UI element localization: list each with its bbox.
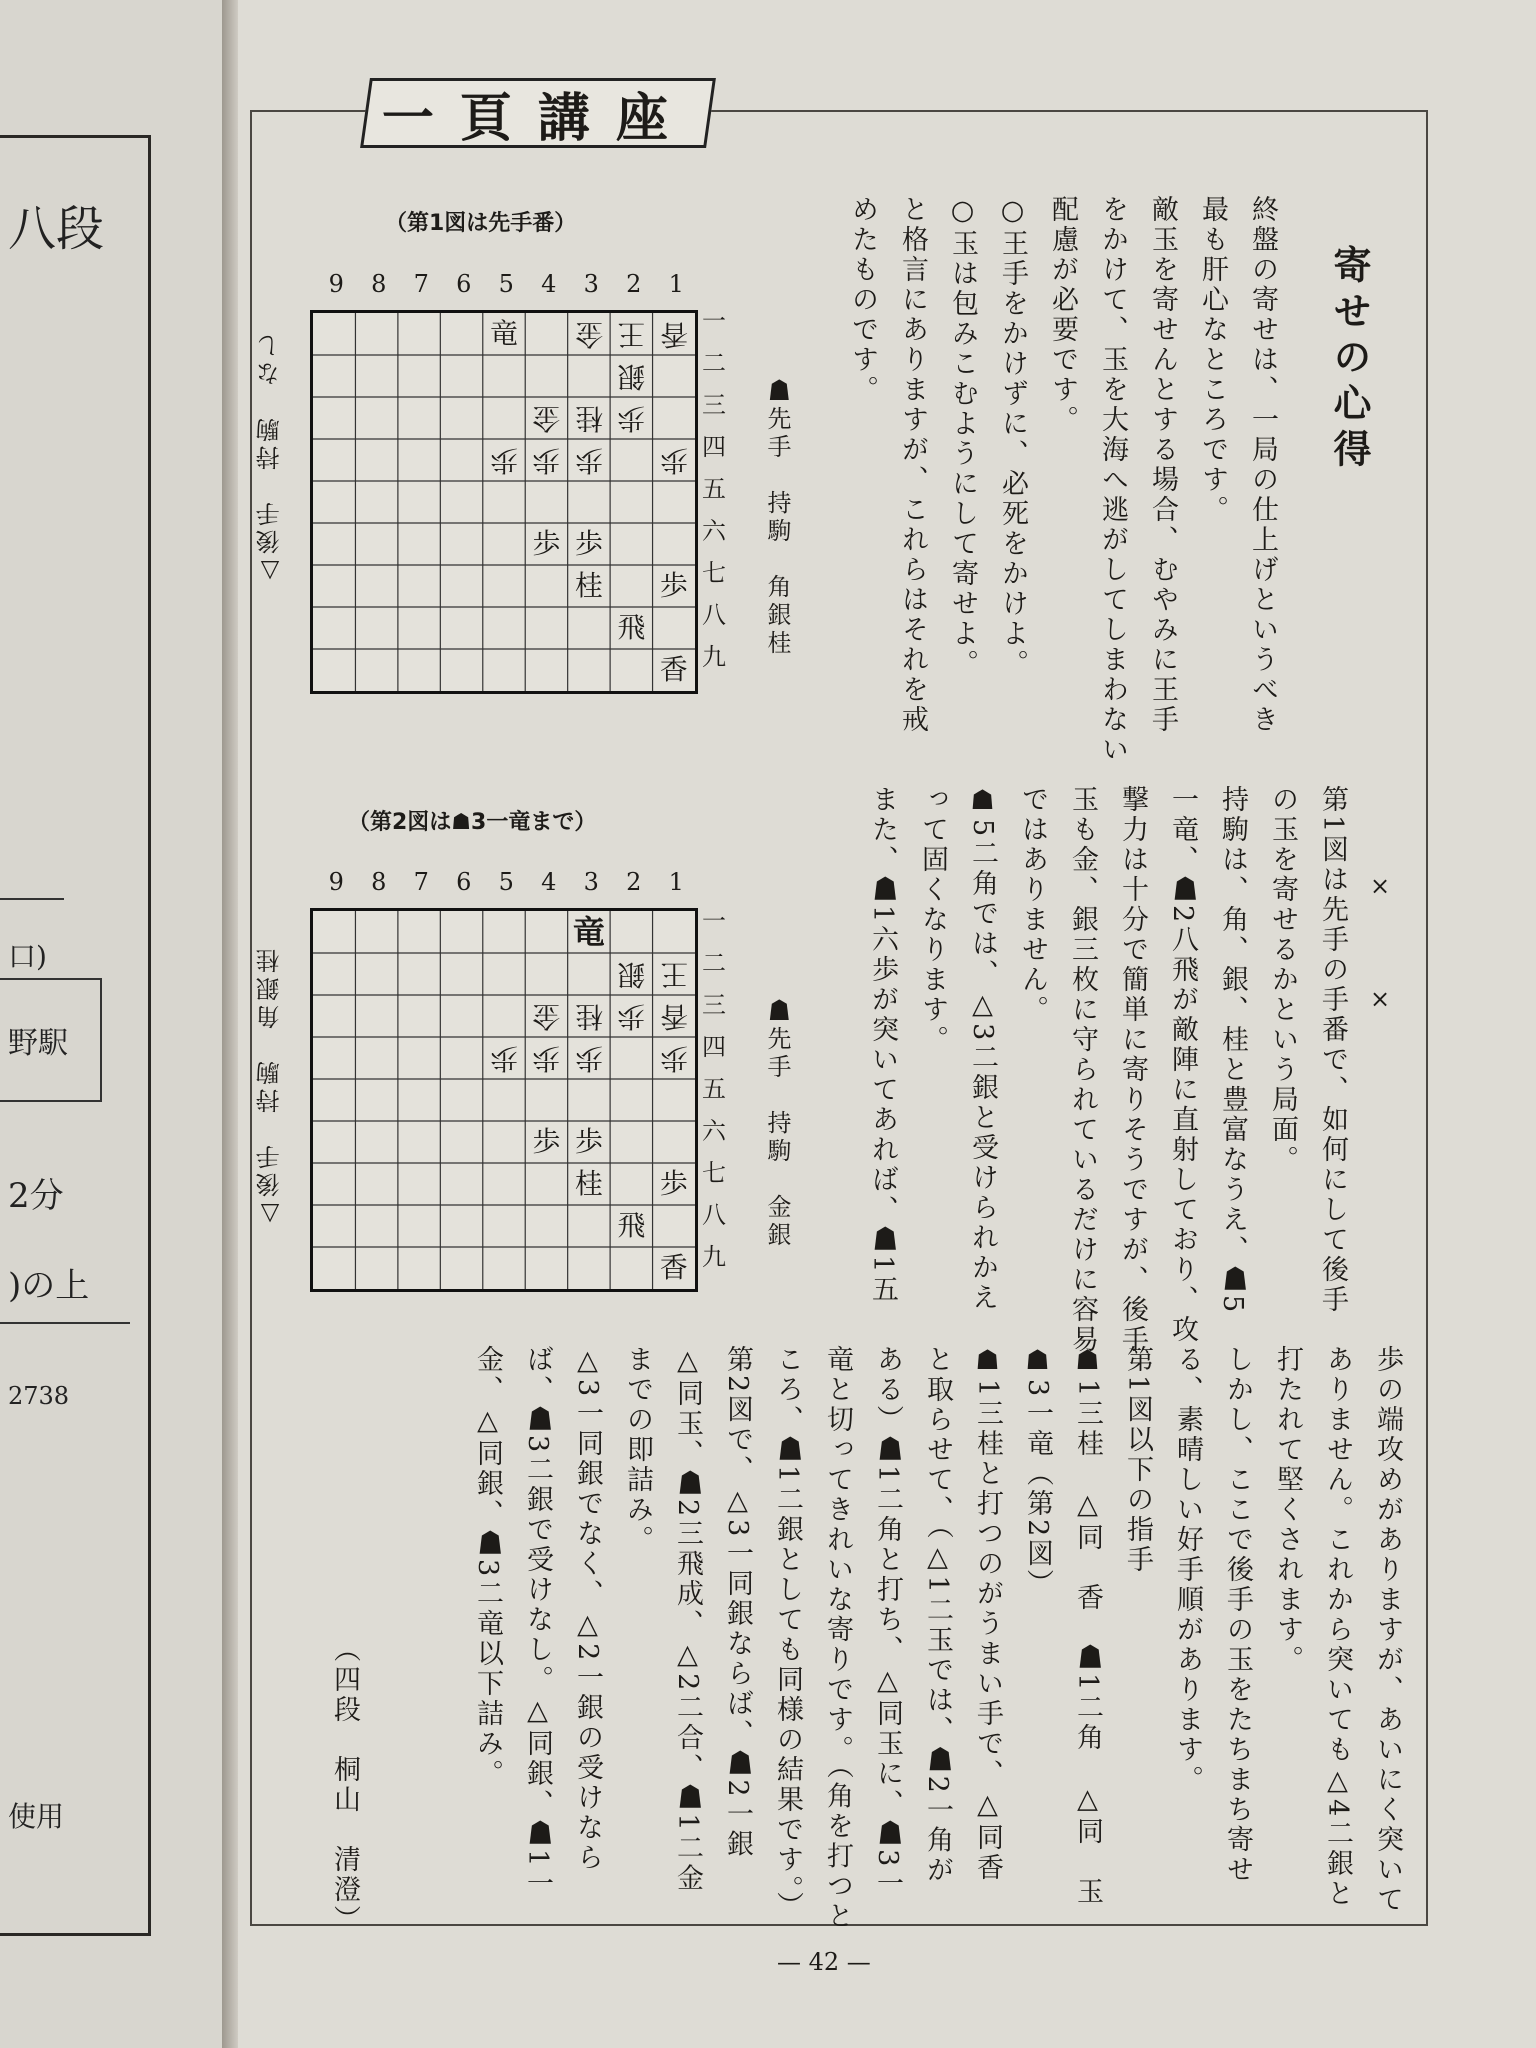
left-page-text: 使用 (8, 1800, 65, 1833)
rank-label: 一 (702, 307, 726, 335)
text-column: 配慮が必要です。 (1047, 195, 1078, 435)
sente-piece: 香 (659, 653, 688, 686)
diagram2-file-labels (315, 868, 698, 896)
article-title: 寄せの心得 (1327, 245, 1371, 475)
file-label: 4 (541, 270, 557, 298)
text-column: 玉も金、銀三枚に守られているだけに容易 (1067, 785, 1098, 1355)
rank-label: 五 (702, 475, 726, 503)
text-column: ☗1三桂 △同 香 ☗1二角 △同 玉 (1072, 1345, 1103, 1908)
text-column: ころ、☗1二銀としても同様の結果です。） (772, 1345, 803, 1922)
text-column: と取らせて、（△1二玉では、☗2一角が (922, 1345, 953, 1886)
text-column: までの即詰み。 (622, 1345, 653, 1555)
sente-piece: 桂 (574, 1167, 603, 1200)
text-column: 金、△同銀、☗3二竜以下詰み。 (472, 1345, 503, 1790)
rank-label: 九 (702, 1243, 726, 1271)
gote-piece: 金 (574, 318, 603, 351)
diagram1-file-labels (315, 270, 698, 298)
rank-label: 七 (702, 1159, 726, 1187)
text-column: ○王手をかけずに、必死をかけよ。 (997, 195, 1028, 679)
left-page-text: 野駅 (8, 1026, 68, 1061)
file-label: 3 (583, 270, 599, 298)
sente-piece: 歩 (659, 1167, 688, 1200)
gote-piece: 歩 (659, 444, 688, 477)
diagram1-rank-labels (702, 300, 726, 678)
text-column: をかけて、玉を大海へ逃がしてしまわない (1097, 195, 1128, 765)
rank-label: 八 (702, 1201, 726, 1229)
separator-mark: × (1370, 985, 1391, 1013)
file-label: 1 (668, 868, 684, 896)
gote-piece: 桂 (574, 1000, 603, 1033)
file-label: 4 (541, 868, 557, 896)
rank-label: 八 (702, 601, 726, 629)
diagram1-gote-hand: △後手 持駒 なし (256, 330, 284, 586)
text-column: 持駒は、角、銀、桂と豊富なうえ、☗5 (1217, 785, 1248, 1316)
gote-piece: 桂 (574, 402, 603, 435)
separator-mark: × (1370, 872, 1391, 900)
gote-piece: 歩 (617, 1000, 646, 1033)
text-column: ☗3一竜（第2図） (1022, 1345, 1053, 1600)
sente-piece: 桂 (574, 569, 603, 602)
gote-piece: 歩 (532, 444, 561, 477)
gote-piece: 歩 (574, 1042, 603, 1075)
left-page-text: 口) (8, 940, 47, 973)
text-column: ☗5二角では、△3二銀と受けられかえ (967, 785, 998, 1314)
diagram2-rank-labels (702, 900, 726, 1278)
sente-piece: 歩 (532, 1125, 561, 1158)
gote-piece: 歩 (659, 1042, 688, 1075)
left-page-rule (0, 898, 64, 900)
sente-piece: 飛 (617, 1209, 646, 1242)
file-label: 6 (456, 868, 472, 896)
text-column: 歩の端攻めがありますが、あいにく突いて (1372, 1345, 1403, 1915)
rank-label: 七 (702, 559, 726, 587)
text-column: また、☗1六歩が突いてあれば、☗1五 (867, 785, 898, 1306)
text-column: ば、☗3二銀で受けなし。△同銀、☗1一 (522, 1345, 553, 1900)
gote-piece: 銀 (617, 360, 646, 393)
gote-piece: 歩 (617, 402, 646, 435)
gote-piece: 金 (532, 402, 561, 435)
diagram2-sente-hand: ☗先手 持駒 金銀 (763, 998, 791, 1250)
left-page-rule (0, 1322, 130, 1324)
left-page (0, 0, 222, 2048)
text-column: ☗1三桂と打つのがうまい手で、△同香 (972, 1345, 1003, 1884)
rank-label: 三 (702, 391, 726, 419)
text-column: ○玉は包みこむようにして寄せよ。 (947, 195, 978, 679)
gote-piece: 香 (659, 1000, 688, 1033)
text-column: △同玉、☗2三飛成、△2二合、☗1二金 (672, 1345, 703, 1894)
file-label: 7 (413, 270, 429, 298)
text-column: 第1図は先手の手番で、如何にして後手 (1317, 785, 1348, 1316)
text-column: と格言にありますが、これらはそれを戒 (897, 195, 928, 735)
file-label: 3 (583, 868, 599, 896)
gote-piece: 香 (659, 318, 688, 351)
file-label: 5 (498, 270, 514, 298)
gote-piece: 王 (659, 958, 688, 991)
text-column: 終盤の寄せは、一局の仕上げというべき (1247, 195, 1278, 735)
sente-piece: 歩 (532, 527, 561, 560)
rank-label: 四 (702, 1033, 726, 1061)
diagram1-caption: （第1図は先手番） (385, 211, 577, 236)
gote-piece: 歩 (489, 444, 518, 477)
file-label: 9 (328, 270, 344, 298)
rank-label: 五 (702, 1075, 726, 1103)
text-column: って固くなります。 (917, 785, 948, 1055)
left-page-text: 2738 (8, 1382, 70, 1410)
sente-piece: 竜 (489, 317, 518, 350)
gutter (222, 0, 238, 2048)
sente-piece: 竜 (572, 913, 605, 951)
text-column: しかし、ここで後手の玉をたちまち寄せ (1222, 1345, 1253, 1885)
text-column: 打たれて堅くされます。 (1272, 1345, 1303, 1675)
diagram2-gote-hand: △後手 持駒 角銀桂 (256, 945, 284, 1229)
rank-label: 二 (702, 349, 726, 377)
rank-label: 六 (702, 1117, 726, 1145)
diagram1-board (310, 310, 698, 694)
gote-piece: 歩 (532, 1042, 561, 1075)
rank-label: 三 (702, 991, 726, 1019)
text-column: 竜と切ってきれいな寄りです。（角を打つと (822, 1345, 853, 1932)
gote-piece: 王 (617, 318, 646, 351)
sente-piece: 香 (659, 1251, 688, 1284)
text-column: ある）☗1二角と打ち、△同玉に、☗3一 (872, 1345, 903, 1900)
author-credit: （四段 桐山 清澄） (329, 1635, 360, 1935)
file-label: 9 (328, 868, 344, 896)
file-label: 8 (371, 270, 387, 298)
sente-piece: 歩 (659, 569, 688, 602)
sente-piece: 歩 (574, 527, 603, 560)
gote-piece: 歩 (489, 1042, 518, 1075)
text-column: 一竜、☗2八飛が敵陣に直射しており、攻 (1167, 785, 1198, 1346)
text-column: 最も肝心なところです。 (1197, 195, 1228, 525)
sente-piece: 飛 (617, 611, 646, 644)
gote-piece: 歩 (574, 444, 603, 477)
file-label: 5 (498, 868, 514, 896)
header-title: 一頁講座 (381, 88, 694, 149)
text-column: る、素晴しい好手順があります。 (1172, 1345, 1203, 1795)
gote-piece: 金 (532, 1000, 561, 1033)
diagram2-board (310, 908, 698, 1292)
file-label: 7 (413, 868, 429, 896)
text-column: 敵玉を寄せんとする場合、むやみに王手 (1147, 195, 1178, 735)
rank-label: 二 (702, 949, 726, 977)
rank-label: 一 (702, 907, 726, 935)
text-column: めたものです。 (847, 195, 878, 405)
diagram2-caption: （第2図は☗3一竜まで） (348, 810, 597, 835)
left-page-text: 八段 (8, 201, 105, 257)
file-label: 1 (668, 270, 684, 298)
rank-label: 九 (702, 643, 726, 671)
rank-label: 六 (702, 517, 726, 545)
file-label: 2 (626, 270, 642, 298)
header-title-box (360, 78, 716, 148)
page-number: — 42 — (777, 1948, 871, 1976)
rank-label: 四 (702, 433, 726, 461)
text-column: ではありません。 (1017, 785, 1048, 1025)
text-column: の玉を寄せるかという局面。 (1267, 785, 1298, 1175)
text-column: △3一同銀でなく、△2一銀の受けなら (572, 1345, 603, 1874)
text-column: 撃力は十分で簡単に寄りそうですが、後手 (1117, 785, 1148, 1355)
text-column: 第2図で、△3一同銀ならば、☗2一銀 (722, 1345, 753, 1860)
sente-piece: 歩 (574, 1125, 603, 1158)
file-label: 8 (371, 868, 387, 896)
gote-piece: 銀 (617, 958, 646, 991)
text-column: 第1図以下の指手 (1122, 1345, 1153, 1576)
file-label: 2 (626, 868, 642, 896)
left-page-text: )の上 (8, 1266, 90, 1306)
left-page-text: 2分 (8, 1176, 64, 1216)
diagram1-sente-hand: ☗先手 持駒 角銀桂 (763, 378, 791, 658)
file-label: 6 (456, 270, 472, 298)
text-column: ありません。これから突いても△4二銀と (1322, 1345, 1353, 1910)
